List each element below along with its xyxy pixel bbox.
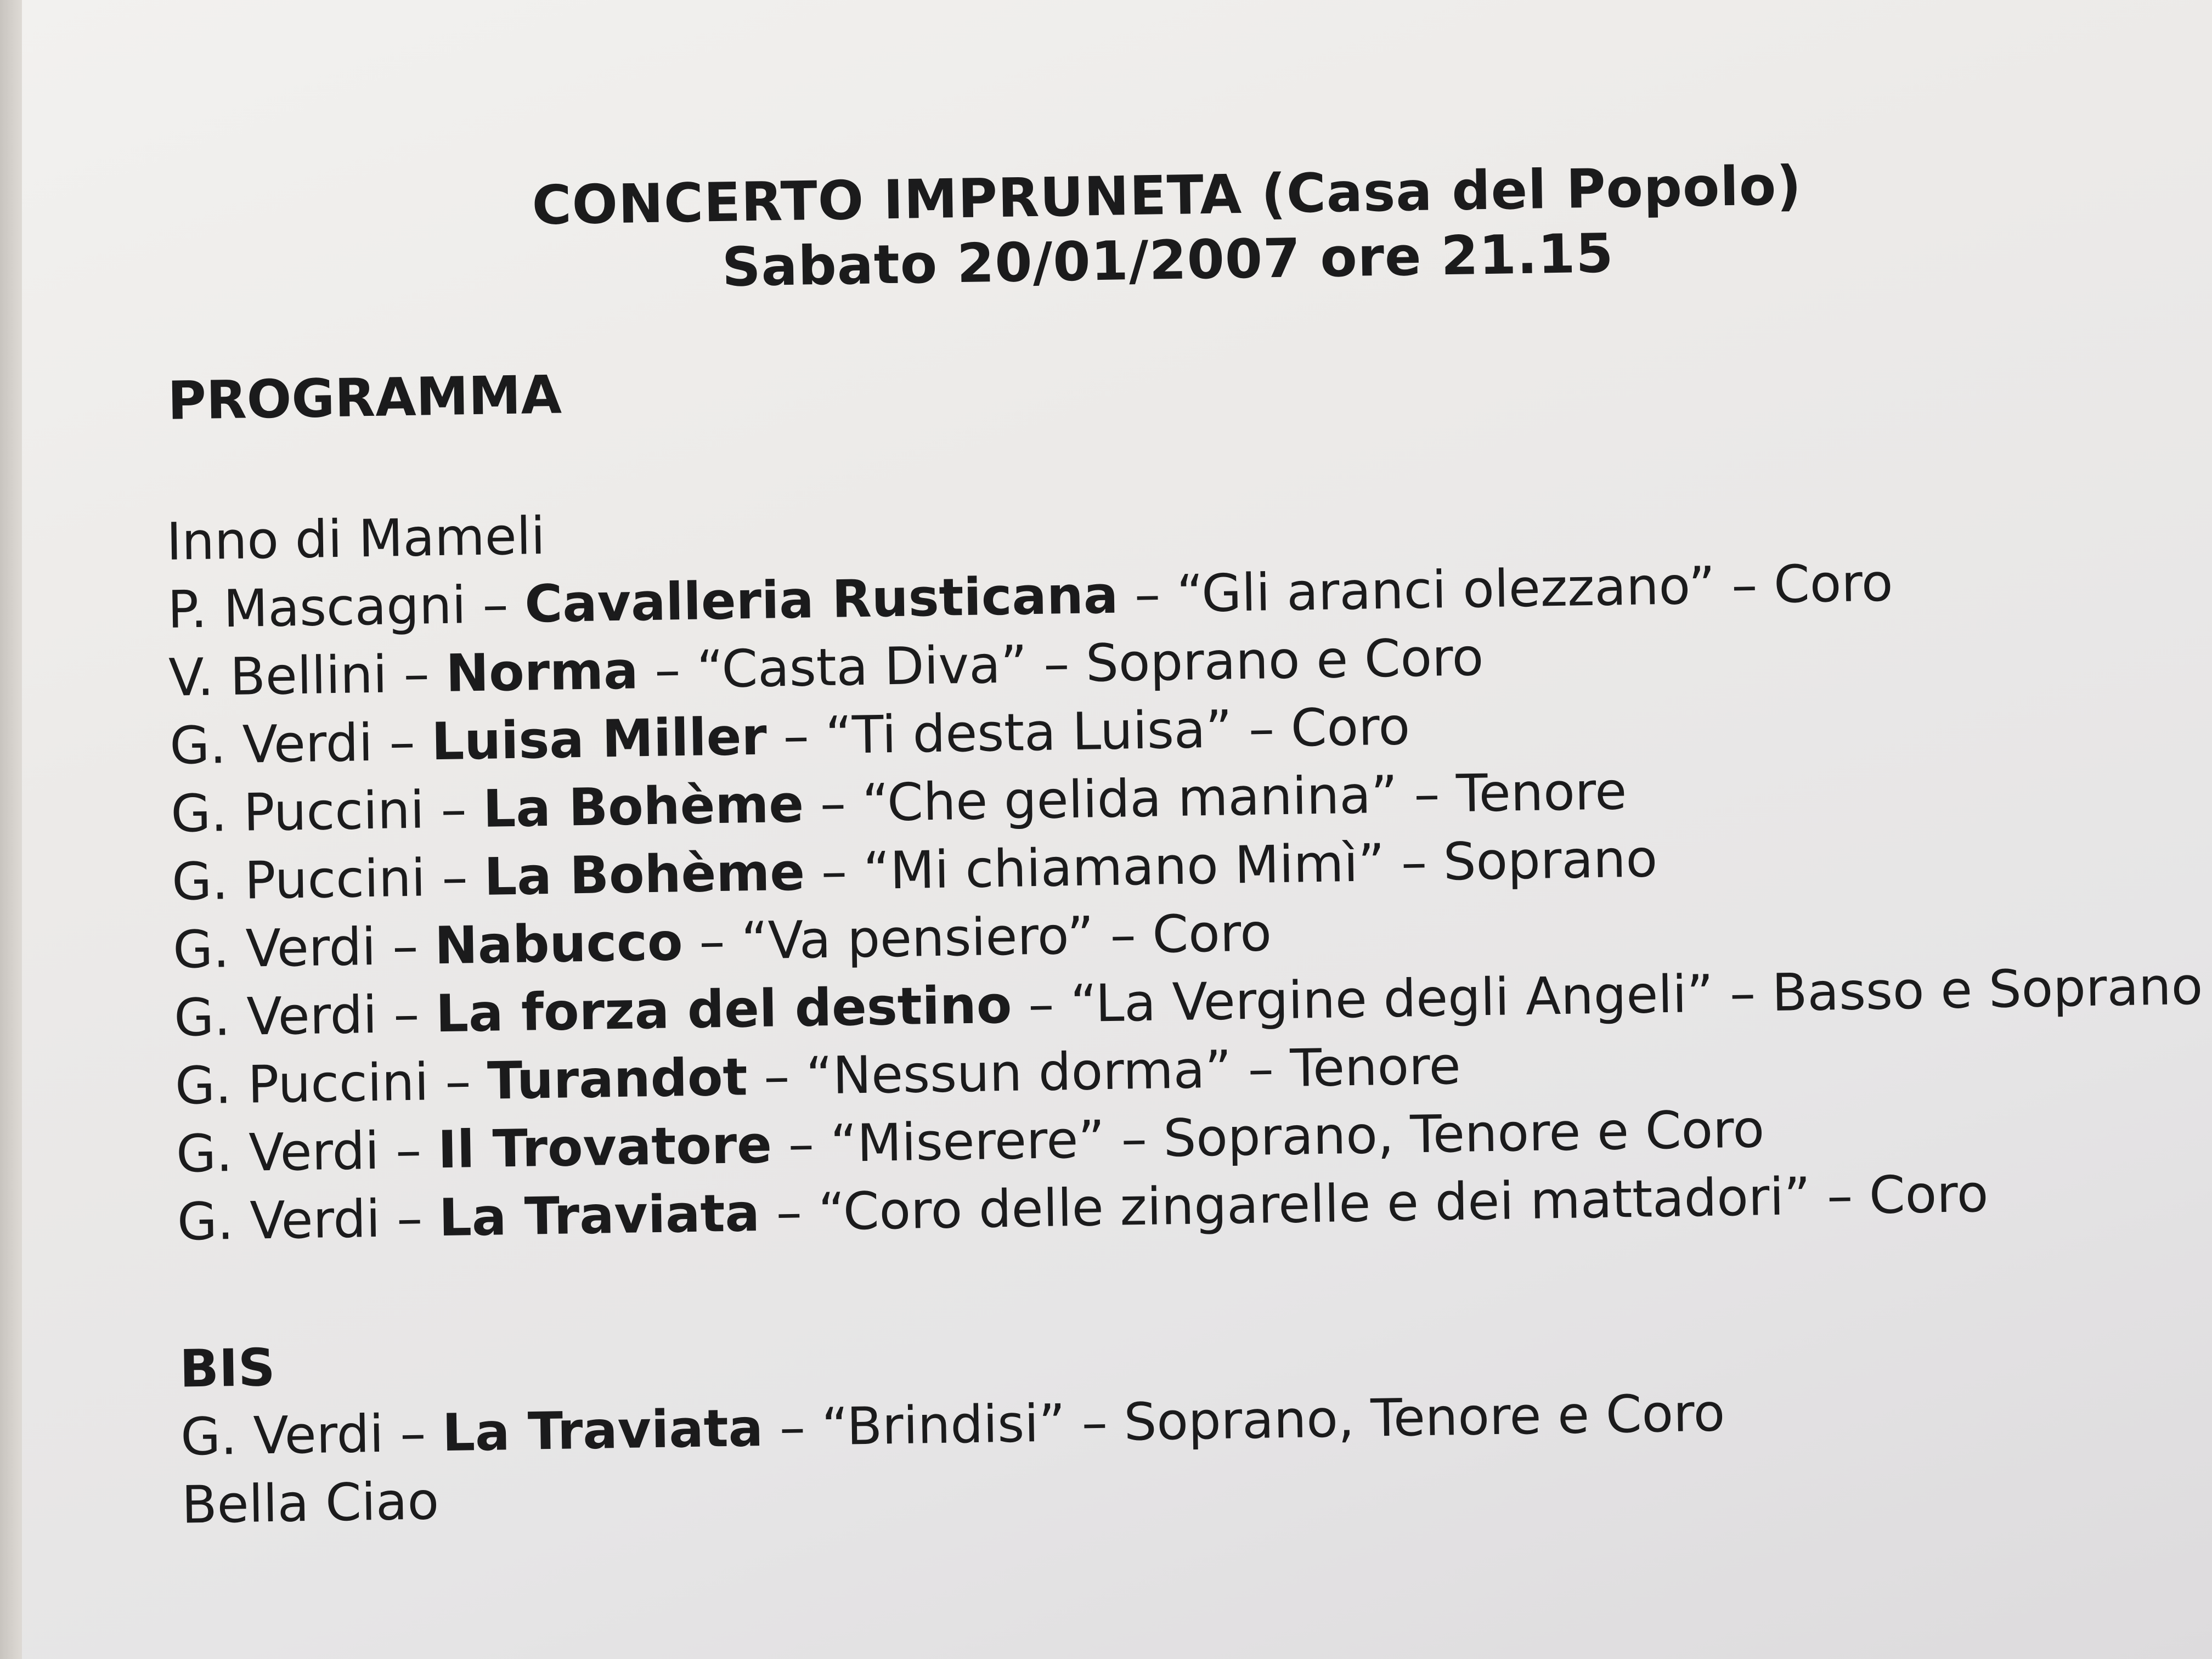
voices: Soprano e Coro — [1085, 628, 1484, 694]
opera-title: La Traviata — [442, 1398, 764, 1464]
dash: – — [1231, 1039, 1291, 1100]
composer: G. Verdi — [177, 1189, 381, 1252]
bis-heading: BIS — [179, 1338, 276, 1400]
piece-title: “Miserere” — [830, 1110, 1105, 1174]
dash: – — [1384, 832, 1444, 894]
dash: – — [379, 1120, 438, 1181]
dash: – — [465, 574, 526, 636]
piece-title: “Casta Diva” — [696, 635, 1028, 700]
opera-title: La Traviata — [438, 1183, 760, 1249]
dash: – — [424, 779, 484, 840]
voices: Coro — [1152, 903, 1272, 965]
composer: G. Puccini — [170, 780, 425, 844]
composer: V. Bellini — [168, 645, 388, 708]
dash: – — [1104, 1109, 1164, 1170]
dash: – — [425, 847, 485, 909]
concert-title: CONCERTO IMPRUNETA (Casa del Popolo) — [531, 154, 1802, 238]
voices: Basso e Soprano — [1771, 956, 2203, 1023]
opera-title: La Bohème — [482, 774, 804, 839]
piece-title: “Va pensiero” — [741, 906, 1094, 972]
dash: – — [1093, 905, 1153, 966]
piece-title: “Coro delle zingarelle e dei mattadori” — [817, 1166, 1812, 1243]
voices: Soprano — [1443, 829, 1658, 893]
composer: G. Verdi — [172, 917, 377, 980]
bis-section — [179, 1311, 1726, 1539]
dash: – — [1397, 764, 1457, 825]
dash: – — [375, 916, 436, 977]
dash: – — [763, 1397, 822, 1458]
dash: – — [747, 1046, 807, 1108]
dash: – — [1713, 963, 1773, 1024]
opera-title: Norma — [445, 641, 639, 704]
piece-title: “Brindisi” — [821, 1393, 1066, 1458]
voices: Coro — [1773, 553, 1894, 615]
dash: – — [804, 841, 864, 902]
piece-title: “La Vergine degli Angeli” — [1070, 964, 1714, 1035]
piece-title: “Nessun dorma” — [805, 1040, 1232, 1107]
closing-piece: Bella Ciao — [181, 1471, 439, 1536]
voices: Tenore — [1289, 1036, 1462, 1099]
opera-title: Luisa Miller — [431, 707, 768, 772]
dash: – — [1810, 1166, 1870, 1227]
dash: – — [766, 706, 826, 767]
piece-title: “Mi chiamano Mimì” — [862, 833, 1385, 901]
composer: G. Puccini — [174, 1052, 430, 1116]
program-list — [166, 477, 2207, 1257]
piece-title: “Che gelida manina” — [861, 765, 1398, 833]
dash: – — [428, 1051, 488, 1113]
composer: G. Verdi — [180, 1404, 385, 1468]
voices: Tenore — [1455, 761, 1627, 824]
composer: G. Verdi — [169, 713, 374, 776]
voices: Coro — [1869, 1164, 1989, 1226]
dash: – — [1026, 634, 1087, 695]
dash: – — [637, 640, 698, 701]
dash: – — [372, 712, 432, 773]
programma-heading: PROGRAMMA — [167, 364, 562, 432]
composer: G. Puccini — [171, 848, 426, 912]
opera-title: La Bohème — [483, 842, 805, 907]
voices: Coro — [1290, 697, 1410, 759]
dash: – — [1714, 555, 1775, 616]
dash: – — [1118, 564, 1177, 625]
dash: – — [376, 984, 436, 1045]
dash: – — [771, 1114, 831, 1175]
dash: – — [1065, 1392, 1125, 1454]
dash: – — [759, 1182, 819, 1243]
dash: – — [803, 773, 863, 834]
opera-title: Nabucco — [434, 912, 684, 977]
composer: G. Verdi — [173, 985, 378, 1048]
dash: – — [380, 1188, 439, 1249]
opera-title: Cavalleria Rusticana — [524, 565, 1119, 635]
composer: G. Verdi — [176, 1121, 380, 1184]
opening-piece: Inno di Mameli — [166, 506, 546, 572]
composer: P. Mascagni — [167, 575, 467, 640]
opera-title: Il Trovatore — [437, 1115, 772, 1181]
piece-title: “Gli aranci olezzano” — [1176, 556, 1716, 624]
piece-title: “Ti desta Luisa” — [825, 699, 1233, 766]
voices: Soprano, Tenore e Coro — [1123, 1383, 1725, 1453]
dash: – — [383, 1403, 443, 1464]
opera-title: Turandot — [487, 1047, 748, 1111]
dash: – — [1011, 974, 1071, 1035]
dash: – — [1232, 698, 1291, 760]
opera-title: La forza del destino — [435, 975, 1013, 1045]
dash: – — [386, 644, 447, 705]
concert-date: Sabato 20/01/2007 ore 21.15 — [721, 222, 1615, 299]
dash: – — [682, 911, 742, 973]
voices: Soprano, Tenore e Coro — [1163, 1099, 1765, 1169]
